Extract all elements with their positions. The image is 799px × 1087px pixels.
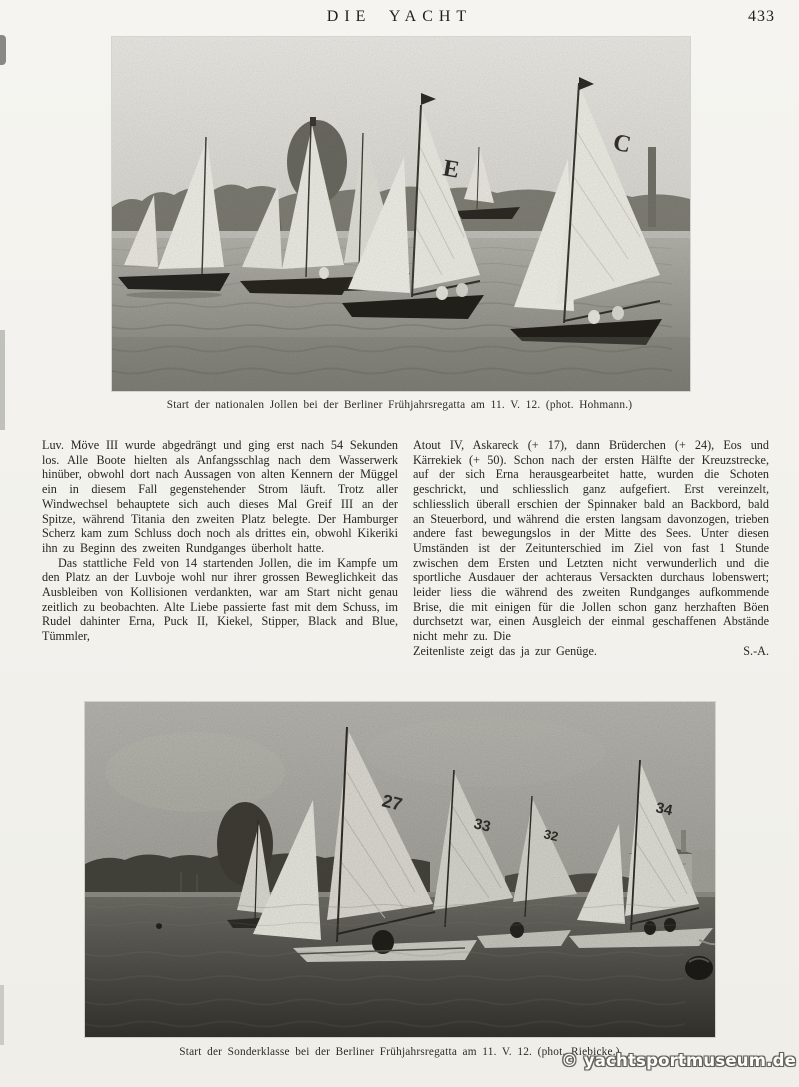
watermark: © yachtsportmuseum.de — [561, 1051, 796, 1070]
scan-artifact — [0, 330, 5, 430]
article-left-column — [42, 438, 398, 659]
photo-grain — [112, 37, 690, 391]
paragraph: Atout IV, Askareck (+ 17), dann Brüderchen (+ 24), Eos und Kärrekiek (+ 50). Schon nach der ersten Hälfte der Kreuzstrecke, auf der sich Erna herausgearbeitet hatte, wurden die Schoten geschrickt, und schliesslich ganz aufgefiert. Erst vereinzelt, schliesslich überall erschien der Spinnaker bald an Backbord, bald an Steuerbord, und während die ersten langsam davonzogen, trieben andere fast bewegungslos in der Mitte des Sees. Unter diesen Umständen ist der Zeitunterschied im Ziel von fast 1 Stunde zwischen dem Ersten und Letzten nicht verwunderlich und die sportliche Ausdauer der achteraus Versackten durchaus lobenswert; leider liess die während des zweiten Rundganges aufkommende Brise, die mit einigen für die Jollen schon ganz herzhaften Böen durchsetzt war, einen Ausgleich der einmal geschaffenen Abstände nicht mehr zu. Die — [413, 438, 769, 644]
paragraph: Das stattliche Feld von 14 startenden Jollen, die im Kampfe um den Platz an der Luvboje wohl nur ihrer grossen Beweglichkeit das Ausbleiben von Kollisionen verdankten, war am Start nicht genau zeitlich zu beobachten. Alte Liebe passierte fast mit dem Schuss, im Rudel dahinter Erna, Puck II, Kiekel, Stipper, Black and Blue, Tümmler, — [42, 555, 398, 644]
photo-sonderklasse — [85, 702, 715, 1037]
page-title: DIE YACHT — [326, 8, 473, 25]
photo-national-jollen — [112, 37, 690, 391]
caption-top: Start der nationalen Jollen bei der Berliner Frühjahrsregatta am 11. V. 12. (phot. Hohmann.) — [166, 399, 633, 411]
photo-national-jollen-svg — [112, 37, 690, 391]
article-last-line — [413, 644, 769, 659]
article-right-column — [413, 438, 769, 659]
scan-artifact — [0, 35, 6, 65]
photo-sonderklasse-svg — [85, 702, 715, 1037]
caption-bottom: Start der Sonderklasse bei der Berliner Frühjahrsregatta am 11. V. 12. (phot. Riebicke.) — [179, 1046, 620, 1058]
photo-grain — [85, 702, 715, 1037]
last-line-text: Zeitenliste zeigt das ja zur Genüge. — [413, 643, 597, 658]
page-number: 433 — [748, 8, 775, 25]
paragraph: Luv. Möve III wurde abgedrängt und ging erst nach 54 Sekunden los. Alle Boote hielten als Anfangsschlag nach dem Wasserwerk hinüber, obwohl dort nach Aussagen von alten Kennern der Müggel ein in diesem Fall gegenstehender Strom läuft. Trotz aller Windwechsel behauptete sich auch dieses Mal Greif III an der Spitze, während Titania den zweiten Platz belegte. Der Hamburger Scherz kam zum Schluss doch noch als drittes ein, obwohl Kikeriki ihn zu Beginn des zweiten Rundganges überholt hatte. — [42, 438, 398, 555]
article-columns — [42, 438, 769, 659]
scan-artifact — [0, 985, 4, 1045]
author-signature: S.-A. — [743, 643, 769, 658]
